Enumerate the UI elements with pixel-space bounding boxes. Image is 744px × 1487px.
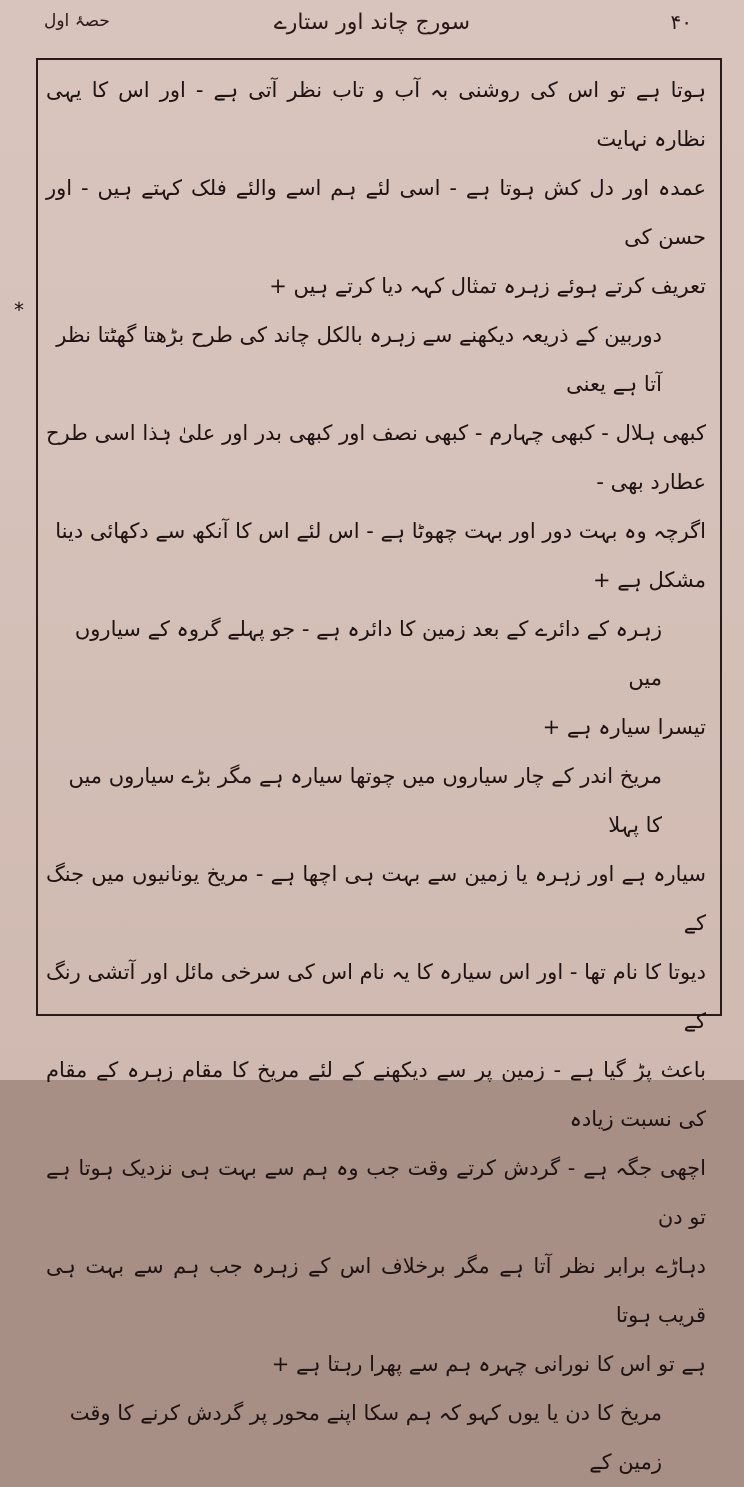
text-line: ہے تو اس کا نورانی چہرہ ہم سے پھرا رہتا ہے + — [271, 1352, 706, 1376]
text-line: مشکل ہے + — [592, 568, 706, 592]
text-line: تعریف کرتے ہوئے زہرہ تمثال کہہ دیا کرتے ہیں + — [269, 274, 706, 298]
text-line: ہوتا ہے تو اس کی روشنی بہ آب و تاب نظر آتی ہے - اور اس کا یہی نظارہ نہایت — [46, 78, 706, 151]
text-line: اچھی جگہ ہے - گردش کرتے وقت جب وہ ہم سے بہت ہی نزدیک ہوتا ہے تو دن — [46, 1156, 706, 1229]
text-line: زہرہ کے دائرے کے بعد زمین کا دائرہ ہے - جو پہلے گروہ کے سیاروں میں — [74, 617, 662, 690]
text-line: کبھی ہلال - کبھی چہارم - کبھی نصف اور کبھی بدر اور علیٰ ہٰذا اسی طرح عطارد بھی - — [46, 421, 706, 494]
text-line: دوربین کے ذریعہ دیکھنے سے زہرہ بالکل چاند کی طرح بڑھتا گھٹتا نظر آتا ہے یعنی — [56, 323, 662, 396]
text-line: دہاڑے برابر نظر آتا ہے مگر برخلاف اس کے زہرہ جب ہم سے بہت ہی قریب ہوتا — [46, 1254, 706, 1327]
text-line: باعث پڑ گیا ہے - زمین پر سے دیکھنے کے لئے مریخ کا مقام زہرہ کے مقام کی نسبت زیادہ — [46, 1058, 706, 1131]
body-text — [46, 66, 706, 1487]
text-line: دیوتا کا نام تھا - اور اس سیارہ کا یہ نام اس کی سرخی مائل اور آتشی رنگ کے — [46, 960, 706, 1033]
text-line: مریخ کا دن یا یوں کہو کہ ہم سکا اپنے محور پر گردش کرنے کا وقت زمین کے — [69, 1401, 662, 1474]
text-line: اگرچہ وہ بہت دور اور بہت چھوٹا ہے - اس لئے اس کا آنکھ سے دکھائی دینا — [55, 519, 706, 543]
part-label: حصۂ اول — [44, 11, 110, 31]
text-line: عمدہ اور دل کش ہوتا ہے - اسی لئے ہم اسے والئے فلک کہتے ہیں - اور حسن کی — [46, 176, 706, 249]
running-title: سورج چاند اور ستارے — [273, 10, 471, 35]
text-line: تیسرا سیارہ ہے + — [542, 715, 706, 739]
margin-asterisk: * — [14, 298, 24, 322]
text-line: سیارہ ہے اور زہرہ یا زمین سے بہت ہی اچھا ہے - مریخ یونانیوں میں جنگ کے — [46, 862, 706, 935]
page-number: ۴۰ — [670, 10, 692, 34]
text-line: مریخ اندر کے چار سیاروں میں چوتھا سیارہ ہے مگر بڑے سیاروں میں کا پہلا — [68, 764, 662, 837]
